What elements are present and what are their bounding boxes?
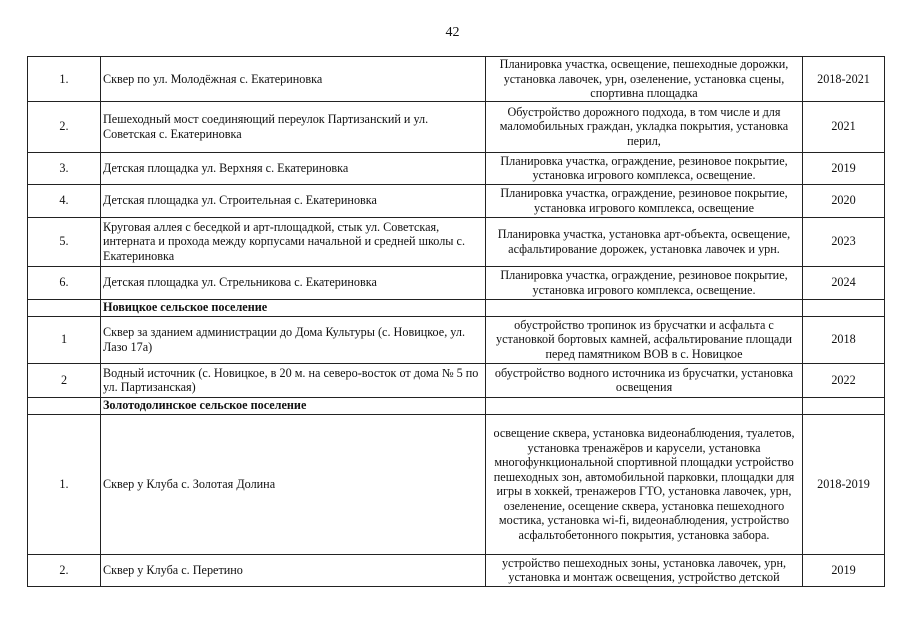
object-name: Сквер за зданием администрации до Дома Культуры (с. Новицкое, ул. Лазо 17а) bbox=[101, 316, 486, 363]
row-number: 2. bbox=[28, 101, 101, 152]
empty-cell bbox=[803, 299, 885, 316]
object-name: Сквер у Клуба с. Золотая Долина bbox=[101, 414, 486, 554]
empty-cell bbox=[803, 397, 885, 414]
row-number: 1 bbox=[28, 316, 101, 363]
year-cell: 2019 bbox=[803, 554, 885, 586]
object-name: Детская площадка ул. Стрельникова с. Екатериновка bbox=[101, 266, 486, 299]
object-name: Детская площадка ул. Строительная с. Екатериновка bbox=[101, 184, 486, 217]
empty-cell bbox=[28, 397, 101, 414]
empty-cell bbox=[486, 397, 803, 414]
object-name: Детская площадка ул. Верхняя с. Екатериновка bbox=[101, 152, 486, 184]
object-name: Сквер у Клуба с. Перетино bbox=[101, 554, 486, 586]
year-cell: 2019 bbox=[803, 152, 885, 184]
work-description: Планировка участка, освещение, пешеходные дорожки, установка лавочек, урн, озеленение, установка сцены, спортивна площадка bbox=[486, 57, 803, 102]
row-number: 2 bbox=[28, 363, 101, 397]
section-row bbox=[28, 397, 885, 414]
table-row bbox=[28, 57, 885, 102]
year-cell: 2018 bbox=[803, 316, 885, 363]
year-cell: 2022 bbox=[803, 363, 885, 397]
row-number: 3. bbox=[28, 152, 101, 184]
row-number: 5. bbox=[28, 217, 101, 266]
year-cell: 2020 bbox=[803, 184, 885, 217]
work-description: Планировка участка, ограждение, резиновое покрытие, установка игрового комплекса, освещение. bbox=[486, 266, 803, 299]
work-description: обустройство водного источника из брусчатки, установка освещения bbox=[486, 363, 803, 397]
row-number: 2. bbox=[28, 554, 101, 586]
section-row bbox=[28, 299, 885, 316]
table-row bbox=[28, 152, 885, 184]
year-cell: 2023 bbox=[803, 217, 885, 266]
row-number: 6. bbox=[28, 266, 101, 299]
empty-cell bbox=[486, 299, 803, 316]
work-description: Планировка участка, ограждение, резиновое покрытие, установка игрового комплекса, освещение. bbox=[486, 152, 803, 184]
table-row bbox=[28, 414, 885, 554]
row-number: 1. bbox=[28, 57, 101, 102]
table-row bbox=[28, 101, 885, 152]
section-title: Золотодолинское сельское поселение bbox=[101, 397, 486, 414]
object-name: Пешеходный мост соединяющий переулок Партизанский и ул. Советская с. Екатериновка bbox=[101, 101, 486, 152]
year-cell: 2018-2019 bbox=[803, 414, 885, 554]
year-cell: 2018-2021 bbox=[803, 57, 885, 102]
work-description: Обустройство дорожного подхода, в том числе и для маломобильных граждан, укладка покрытия, установка перил, bbox=[486, 101, 803, 152]
table-row bbox=[28, 266, 885, 299]
table-row bbox=[28, 554, 885, 586]
table-row bbox=[28, 363, 885, 397]
object-name: Сквер по ул. Молодёжная с. Екатериновка bbox=[101, 57, 486, 102]
table-row bbox=[28, 184, 885, 217]
work-description: Планировка участка, ограждение, резиновое покрытие, установка игрового комплекса, освещение bbox=[486, 184, 803, 217]
object-name: Круговая аллея с беседкой и арт-площадкой, стык ул. Советская, интерната и прохода между корпусами начальной и средней школы с. Екатериновка bbox=[101, 217, 486, 266]
work-description: устройство пешеходных зоны, установка лавочек, урн, установка и монтаж освещения, устройство детской bbox=[486, 554, 803, 586]
page-number: 42 bbox=[445, 25, 460, 40]
year-cell: 2021 bbox=[803, 101, 885, 152]
year-cell: 2024 bbox=[803, 266, 885, 299]
object-name: Водный источник (с. Новицкое, в 20 м. на северо-восток от дома № 5 по ул. Партизанская) bbox=[101, 363, 486, 397]
empty-cell bbox=[28, 299, 101, 316]
row-number: 4. bbox=[28, 184, 101, 217]
work-description: обустройство тропинок из брусчатки и асфальта с установкой бортовых камней, асфальтирование площади перед памятником ВОВ в с. Новицкое bbox=[486, 316, 803, 363]
work-description: Планировка участка, установка арт-объекта, освещение, асфальтирование дорожек, установка лавочек и урн. bbox=[486, 217, 803, 266]
table-row bbox=[28, 316, 885, 363]
projects-table bbox=[27, 56, 885, 587]
section-title: Новицкое сельское поселение bbox=[101, 299, 486, 316]
row-number: 1. bbox=[28, 414, 101, 554]
table-row bbox=[28, 217, 885, 266]
work-description: освещение сквера, установка видеонаблюдения, туалетов, установка тренажёров и карусели, установка многофункциональной спортивной площадки устройство пешеходных зон, автомобильной парковки, площадки для игры в хоккей, тренажеров ГТО, установка лавочек, урн, озеленение, осещение сквера, установка пешеходного мостика, установка wi-fi, видеонаблюдения, устройство асфальтобетонного покрытия, установка забора. bbox=[486, 414, 803, 554]
